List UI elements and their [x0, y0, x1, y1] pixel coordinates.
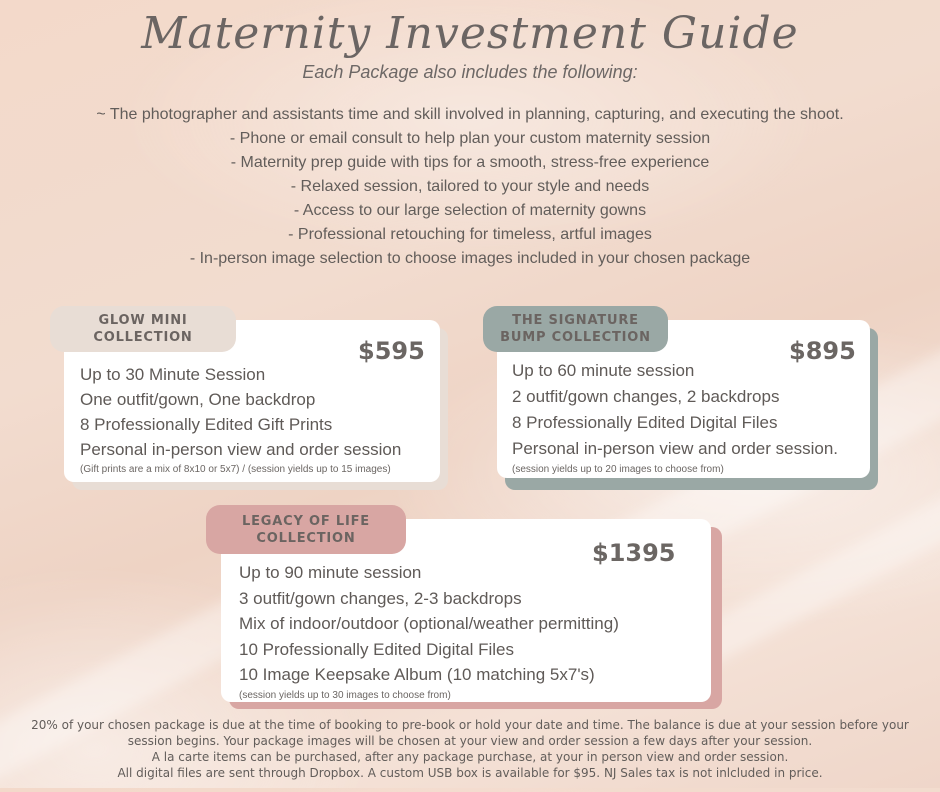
package-item: One outfit/gown, One backdrop [80, 390, 316, 409]
package-note: (session yields up to 30 images to choose from) [239, 689, 451, 701]
package-item: 10 Professionally Edited Digital Files [239, 639, 514, 659]
page-title: Maternity Investment Guide [141, 8, 799, 59]
includes-item: ~ The photographer and assistants time and skill involved in planning, capturing, and executing the shoot. [96, 106, 844, 123]
package-item: 10 Image Keepsake Album (10 matching 5x7's) [239, 665, 595, 684]
package-item: Personal in-person view and order session. [512, 439, 839, 458]
includes-item: - Relaxed session, tailored to your style and needs [290, 178, 650, 195]
package-tag [206, 505, 406, 554]
package-note: (session yields up to 20 images to choose from) [512, 464, 724, 475]
includes-item: - Maternity prep guide with tips for a smooth, stress-free experience [230, 154, 710, 171]
package-item: Up to 30 Minute Session [80, 365, 266, 384]
package-item: Up to 90 minute session [239, 563, 422, 582]
package-items [80, 362, 401, 475]
footer-line: session begins. Your package images will be chosen at your view and order session a few days after your session. [127, 734, 813, 748]
package-items [512, 358, 838, 475]
includes-item: - In-person image selection to choose images included in your chosen package [189, 250, 751, 267]
footer-terms [0, 717, 940, 781]
includes-item: - Phone or email consult to help plan your custom maternity session [229, 130, 711, 147]
package-item: Up to 60 minute session [512, 361, 695, 380]
page-subtitle: Each Package also includes the following: [302, 62, 638, 82]
package-price: $895 [789, 337, 856, 365]
package-tag [483, 306, 668, 352]
package-item: Mix of indoor/outdoor (optional/weather permitting) [239, 614, 619, 633]
package-tag-line: COLLECTION [256, 530, 356, 546]
package-tag-line: GLOW MINI [98, 313, 188, 328]
package-item: Personal in-person view and order session [80, 440, 402, 459]
package-item: 2 outfit/gown changes, 2 backdrops [512, 387, 780, 406]
package-item: 8 Professionally Edited Digital Files [512, 413, 778, 432]
package-tag-line: COLLECTION [93, 330, 193, 345]
package-items [239, 560, 619, 701]
package-note: (Gift prints are a mix of 8x10 or 5x7) / (session yields up to 15 images) [80, 464, 391, 475]
package-tag-line: BUMP COLLECTION [500, 330, 651, 345]
includes-item: - Professional retouching for timeless, artful images [288, 226, 652, 243]
package-item: 3 outfit/gown changes, 2-3 backdrops [239, 588, 522, 608]
package-tag [50, 306, 236, 352]
includes-item: - Access to our large selection of maternity gowns [293, 202, 647, 219]
package-item: 8 Professionally Edited Gift Prints [80, 415, 333, 434]
package-price: $595 [358, 337, 425, 365]
footer-line: All digital files are sent through Dropbox. A custom USB box is available for $95. NJ Sales tax is not inlcluded in price. [117, 766, 823, 780]
package-price: $1395 [592, 539, 676, 567]
footer-line: A la carte items can be purchased, after any package purchase, at your in person view and order session. [151, 750, 789, 764]
footer-line: 20% of your chosen package is due at the time of booking to pre-book or hold your date and time. The balance is due at your session before your [31, 718, 909, 732]
package-tag-line: THE SIGNATURE [512, 313, 639, 328]
includes-list [0, 103, 940, 271]
package-tag-line: LEGACY OF LIFE [242, 513, 370, 529]
